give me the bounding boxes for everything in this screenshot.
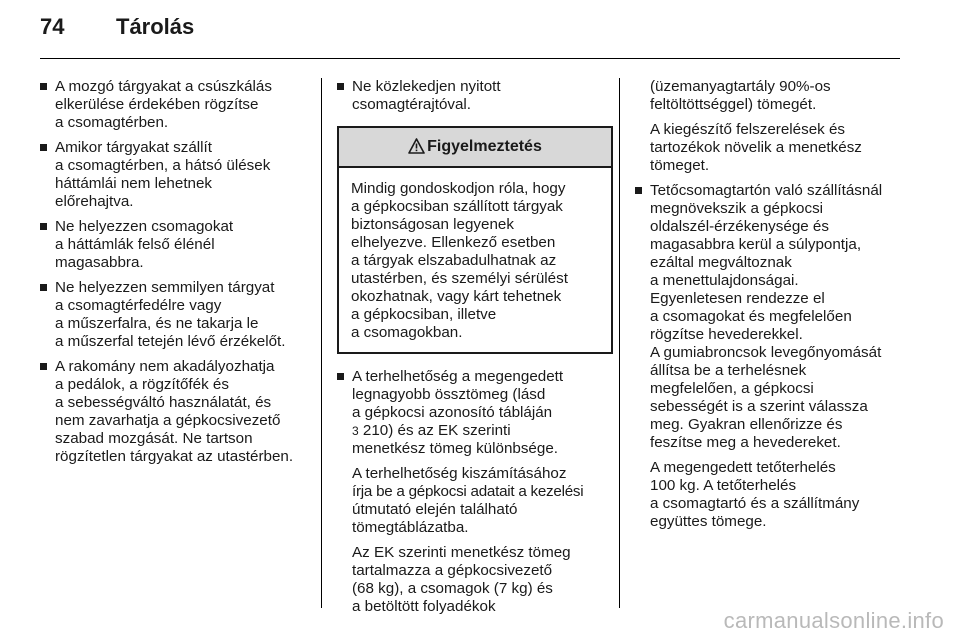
bullet-list-2	[337, 78, 613, 114]
text-line: a betöltött folyadékok	[352, 598, 496, 615]
text-line: tartalmazza a gépkocsivezető	[352, 562, 553, 579]
text-line: okozhatnak, vagy kárt tehetnek	[351, 288, 562, 305]
text-line: Ne közlekedjen nyitott	[352, 78, 501, 95]
text-line: előrehajtva.	[55, 193, 134, 210]
text-line: oldalszél-érzékenysége és	[650, 218, 829, 235]
bullet-list-4	[635, 182, 935, 531]
text-line: Az EK szerinti menetkész tömeg	[352, 544, 571, 561]
text-line: A mozgó tárgyakat a csúszkálás	[55, 78, 272, 95]
text-line: A megengedett tetőterhelés	[650, 459, 836, 476]
column-1	[40, 78, 316, 473]
text-line: a csomagokat és megfelelően	[650, 308, 852, 325]
text-line: állítsa be a terhelésnek	[650, 362, 807, 379]
paragraph	[352, 368, 613, 458]
text-line: feszítse meg a hevedereket.	[650, 434, 841, 451]
bullet-icon	[635, 187, 642, 194]
text-line: a gépkocsiban, illetve	[351, 306, 497, 323]
text-line: tömeget.	[650, 157, 710, 174]
column-divider-1	[321, 78, 322, 608]
text-line: A terhelhetőség kiszámításához	[352, 465, 567, 482]
text-line: megfelelően, a gépkocsi	[650, 380, 814, 397]
text-line: a gépkocsi azonosító tábláján	[352, 404, 553, 421]
text-line: ezáltal megváltoznak	[650, 254, 792, 271]
text-line: a gépkocsiban szállított tárgyak	[351, 198, 563, 215]
text-line: megnövekszik a gépkocsi	[650, 200, 824, 217]
bullet-icon	[40, 144, 47, 151]
warning-title: Figyelmeztetés	[427, 138, 542, 155]
paragraph	[352, 465, 613, 537]
text-line: a csomagtérben, a hátsó ülések	[55, 157, 271, 174]
text-line: írja be a gépkocsi adatait a kezelési	[352, 483, 584, 500]
text-line: csomagtérajtóval.	[352, 96, 472, 113]
list-item	[40, 139, 316, 211]
page-reference-icon: 3	[352, 424, 359, 438]
text-line: a pedálok, a rögzítőfék és	[55, 376, 229, 393]
paragraph	[352, 544, 613, 616]
text-line: magasabbra kerül a súlypontja,	[650, 236, 862, 253]
continued-text	[635, 78, 935, 175]
column-2	[337, 78, 613, 623]
warning-header	[339, 128, 611, 168]
text-line: A gumiabroncsok levegőnyomását	[650, 344, 882, 361]
bullet-icon	[40, 363, 47, 370]
list-item	[40, 279, 316, 351]
paragraph	[650, 78, 935, 114]
column-3	[635, 78, 935, 538]
list-item	[337, 368, 613, 616]
text-line: nem zavarhatja a gépkocsivezető	[55, 412, 281, 429]
column-divider-2	[619, 78, 620, 608]
text-line: együttes tömege.	[650, 513, 767, 530]
bullet-icon	[40, 284, 47, 291]
text-line: A rakomány nem akadályozhatja	[55, 358, 275, 375]
text-line: rögzítse hevederekkel.	[650, 326, 803, 343]
text-line: a csomagtartó és a szállítmány	[650, 495, 860, 512]
text-line: a csomagtérben.	[55, 114, 169, 131]
text-line: feltöltöttséggel) tömegét.	[650, 96, 817, 113]
text-line: a műszerfal tetején lévő érzékelőt.	[55, 333, 286, 350]
text-line: (68 kg), a csomagok (7 kg) és	[352, 580, 553, 597]
text-line: Ne helyezzen semmilyen tárgyat	[55, 279, 275, 296]
list-item	[337, 78, 613, 114]
bullet-icon	[40, 223, 47, 230]
bullet-icon	[337, 373, 344, 380]
page-header	[0, 0, 960, 58]
text-line: A terhelhetőség a megengedett	[352, 368, 564, 385]
warning-box	[337, 126, 613, 354]
text-line: tömegtáblázatba.	[352, 519, 469, 536]
text-line: 100 kg. A tetőterhelés	[650, 477, 797, 494]
list-item	[635, 182, 935, 531]
text-line: háttámlái nem lehetnek	[55, 175, 213, 192]
text-line: Amikor tárgyakat szállít	[55, 139, 212, 156]
text-line: meg. Gyakran ellenőrizze és	[650, 416, 843, 433]
list-item	[40, 78, 316, 132]
page-number: 74	[40, 14, 65, 39]
bullet-icon	[40, 83, 47, 90]
text-line: A kiegészítő felszerelések és	[650, 121, 846, 138]
text-line: Mindig gondoskodjon róla, hogy	[351, 180, 566, 197]
text-line: szabad mozgását. Ne tartson	[55, 430, 253, 447]
bullet-icon	[337, 83, 344, 90]
text-line: Tetőcsomagtartón való szállításnál	[650, 182, 883, 199]
text-line: (üzemanyagtartály 90%-os	[650, 78, 831, 95]
text-line: a csomagokban.	[351, 324, 463, 341]
text-line: a csomagtérfedélre vagy	[55, 297, 222, 314]
text-line: a háttámlák felső élénél	[55, 236, 215, 253]
text-line: a műszerfalra, és ne takarja le	[55, 315, 259, 332]
bullet-list-1	[40, 78, 316, 466]
text-line: tartozékok növelik a menetkész	[650, 139, 862, 156]
text-line: a tárgyak elszabadulhatnak az	[351, 252, 557, 269]
text-line: Egyenletesen rendezze el	[650, 290, 825, 307]
paragraph	[650, 121, 935, 175]
page-title: Tárolás	[116, 14, 195, 39]
warning-body	[339, 168, 611, 352]
list-item	[40, 358, 316, 466]
warning-icon	[408, 138, 425, 154]
page-reference-text: 210) és az EK szerinti	[358, 422, 511, 439]
header-rule	[40, 58, 900, 59]
text-line	[352, 422, 613, 440]
text-line: magasabbra.	[55, 254, 144, 271]
text-line: sebességét is a szerint válassza	[650, 398, 868, 415]
text-line: utastérben, és személyi sérülést	[351, 270, 568, 287]
list-item	[40, 218, 316, 272]
text-line: legnagyobb össztömeg (lásd	[352, 386, 546, 403]
text-line: biztonságosan legyenek	[351, 216, 514, 233]
text-line: rögzítetlen tárgyakat az utastérben.	[55, 448, 294, 465]
text-line: menetkész tömeg különbsége.	[352, 440, 558, 457]
text-line: elkerülése érdekében rögzítse	[55, 96, 259, 113]
paragraph	[650, 459, 935, 531]
watermark: carmanualsonline.info	[723, 608, 944, 633]
text-line: a sebességváltó használatát, és	[55, 394, 272, 411]
text-line: a menettulajdonságai.	[650, 272, 799, 289]
paragraph	[650, 182, 935, 452]
text-line: Ne helyezzen csomagokat	[55, 218, 234, 235]
bullet-list-3	[337, 368, 613, 616]
text-line: útmutató elején található	[352, 501, 518, 518]
text-line: elhelyezve. Ellenkező esetben	[351, 234, 556, 251]
